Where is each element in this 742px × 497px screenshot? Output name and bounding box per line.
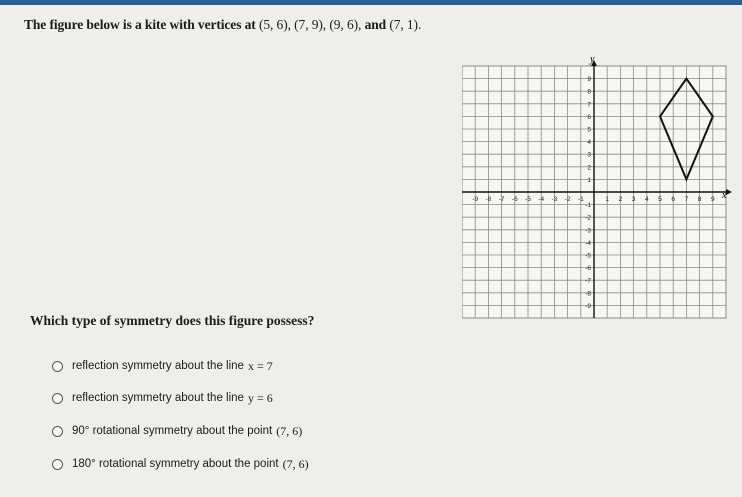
x-tick-label: -9 xyxy=(472,196,479,203)
y-tick-label: -5 xyxy=(585,252,591,260)
radio-button[interactable] xyxy=(52,426,63,437)
y-tick-label: 7 xyxy=(587,101,591,109)
radio-button[interactable] xyxy=(52,393,63,404)
y-tick-label: -7 xyxy=(585,277,591,285)
option-rotation-90[interactable] xyxy=(52,422,412,440)
question-text xyxy=(24,17,421,33)
y-tick-label: -6 xyxy=(585,265,591,273)
x-axis-arrow xyxy=(726,189,732,195)
y-tick-label: -9 xyxy=(585,302,591,310)
y-tick-label: -3 xyxy=(585,227,591,235)
y-tick-label: -2 xyxy=(585,214,591,222)
x-tick-label: 1 xyxy=(605,196,610,203)
option-label: reflection symmetry about the line xyxy=(72,392,244,404)
option-math: (7, 6) xyxy=(276,423,303,438)
question-conjunction: and xyxy=(364,17,387,32)
y-tick-label: 9 xyxy=(587,76,591,84)
option-rotation-180[interactable] xyxy=(52,455,412,473)
radio-button[interactable] xyxy=(52,459,63,470)
option-math: x = 7 xyxy=(247,358,273,373)
x-tick-label: 8 xyxy=(697,196,702,203)
prompt-text: Which type of symmetry does this figure possess? xyxy=(30,313,315,328)
y-tick-label: 2 xyxy=(587,164,591,172)
x-tick-label: -1 xyxy=(577,196,584,203)
x-tick-label: -6 xyxy=(511,196,518,203)
x-tick-label: 7 xyxy=(684,196,689,203)
option-reflection-x7[interactable] xyxy=(52,357,412,375)
x-tick-label: -8 xyxy=(485,196,492,203)
x-tick-label: -3 xyxy=(551,196,558,203)
x-tick-label: -4 xyxy=(538,196,545,203)
x-tick-label: 2 xyxy=(618,196,623,203)
y-tick-label: 6 xyxy=(587,113,591,121)
y-tick-label: -4 xyxy=(585,239,591,247)
x-tick-label: 3 xyxy=(631,196,636,203)
option-reflection-y6[interactable] xyxy=(52,389,412,407)
x-axis-label: x xyxy=(722,190,727,201)
y-tick-label: 1 xyxy=(587,176,591,184)
option-math: (7, 6) xyxy=(282,456,309,471)
coordinate-grid xyxy=(462,52,734,322)
x-tick-label: 5 xyxy=(658,196,662,203)
y-tick-label: 8 xyxy=(587,88,591,96)
option-label: 180° rotational symmetry about the point xyxy=(72,458,279,470)
x-tick-label: -2 xyxy=(564,196,571,203)
question-lead: The figure below is a kite with vertices at xyxy=(24,17,256,32)
option-label: 90° rotational symmetry about the point xyxy=(72,425,273,437)
y-tick-label: 3 xyxy=(587,151,591,159)
x-tick-label: 9 xyxy=(710,196,715,203)
x-tick-label: -7 xyxy=(498,196,505,203)
option-label: reflection symmetry about the line xyxy=(72,360,244,372)
radio-button[interactable] xyxy=(52,361,63,372)
y-tick-label: -1 xyxy=(585,202,591,210)
vertex-4: (7, 1). xyxy=(389,17,422,32)
vertex-3: (9, 6), xyxy=(329,17,362,32)
x-tick-label: 4 xyxy=(644,196,649,203)
y-axis-label: y xyxy=(590,54,595,65)
x-tick-label: 6 xyxy=(671,196,676,203)
top-bar xyxy=(0,0,742,5)
y-tick-label: -8 xyxy=(585,290,591,298)
y-tick-label: 5 xyxy=(587,126,591,134)
x-tick-label: -5 xyxy=(525,196,531,203)
vertex-2: (7, 9), xyxy=(294,17,327,32)
option-math: y = 6 xyxy=(247,390,273,405)
y-tick-label: 4 xyxy=(587,139,591,147)
vertex-1: (5, 6), xyxy=(258,17,291,32)
